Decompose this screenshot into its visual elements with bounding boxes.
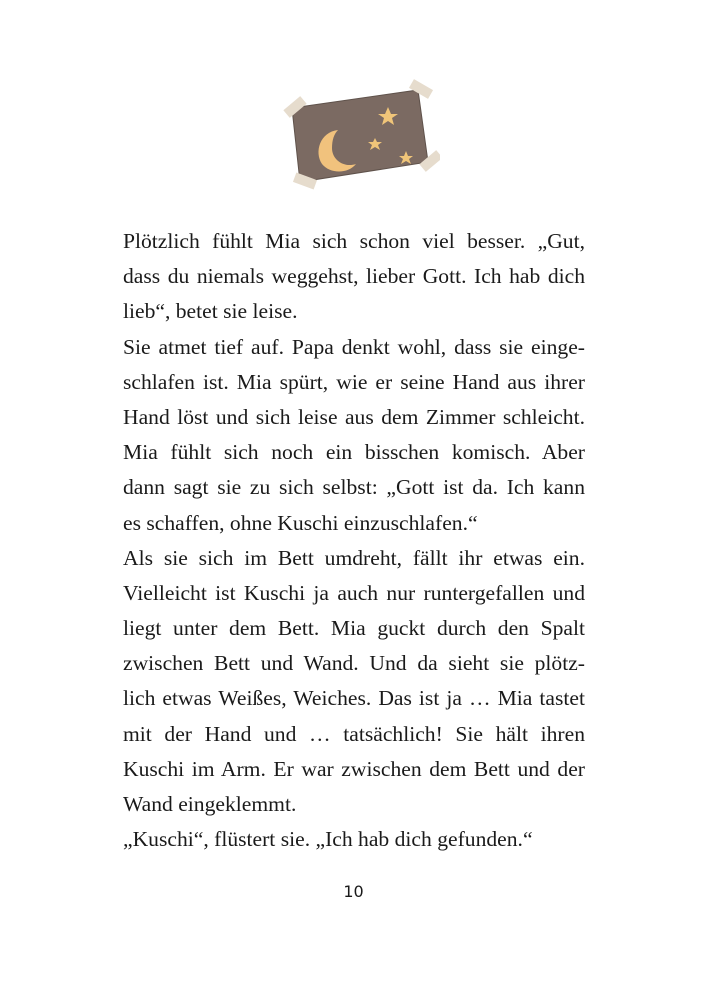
text-line: Wand eingeklemmt. xyxy=(123,792,297,816)
text-line: dann sagt sie zu sich selbst: „Gott ist da. Ich kann xyxy=(123,475,585,500)
text-line: dass du niemals weggehst, lieber Gott. Ich hab dich xyxy=(123,264,585,289)
text-line: Sie atmet tief auf. Papa denkt wohl, dass sie einge- xyxy=(123,334,585,359)
night-sky-picture-icon xyxy=(270,70,440,190)
text-line: liegt unter dem Bett. Mia guckt durch den Spalt xyxy=(123,616,585,641)
text-line: lich etwas Weißes, Weiches. Das ist ja … Mia tastet xyxy=(123,686,585,711)
text-line: schlafen ist. Mia spürt, wie er seine Hand aus ihrer xyxy=(123,369,585,394)
text-line: „Kuschi“, flüstert sie. „Ich hab dich gefunden.“ xyxy=(123,827,533,852)
text-line: Mia fühlt sich noch ein bisschen komisch. Aber xyxy=(123,440,585,465)
page-number: 10 xyxy=(343,882,364,901)
text-line: mit der Hand und … tatsächlich! Sie hält ihren xyxy=(123,721,585,746)
text-line: es schaffen, ohne Kuschi einzuschlafen.“ xyxy=(123,510,478,535)
text-line: Kuschi im Arm. Er war zwischen dem Bett und der xyxy=(123,756,585,781)
text-line: lieb“, betet sie leise. xyxy=(123,299,298,324)
story-text xyxy=(123,224,585,857)
night-sky-illustration xyxy=(270,70,440,190)
text-line: Plötzlich fühlt Mia sich schon viel besser. „Gut, xyxy=(123,229,585,253)
text-line: zwischen Bett und Wand. Und da sieht sie plötz- xyxy=(123,651,585,676)
text-line: Hand löst und sich leise aus dem Zimmer schleicht. xyxy=(123,404,585,429)
text-line: Als sie sich im Bett umdreht, fällt ihr etwas ein. xyxy=(123,545,585,570)
text-line: Vielleicht ist Kuschi ja auch nur runtergefallen und xyxy=(123,580,585,605)
picture-background xyxy=(292,90,428,182)
